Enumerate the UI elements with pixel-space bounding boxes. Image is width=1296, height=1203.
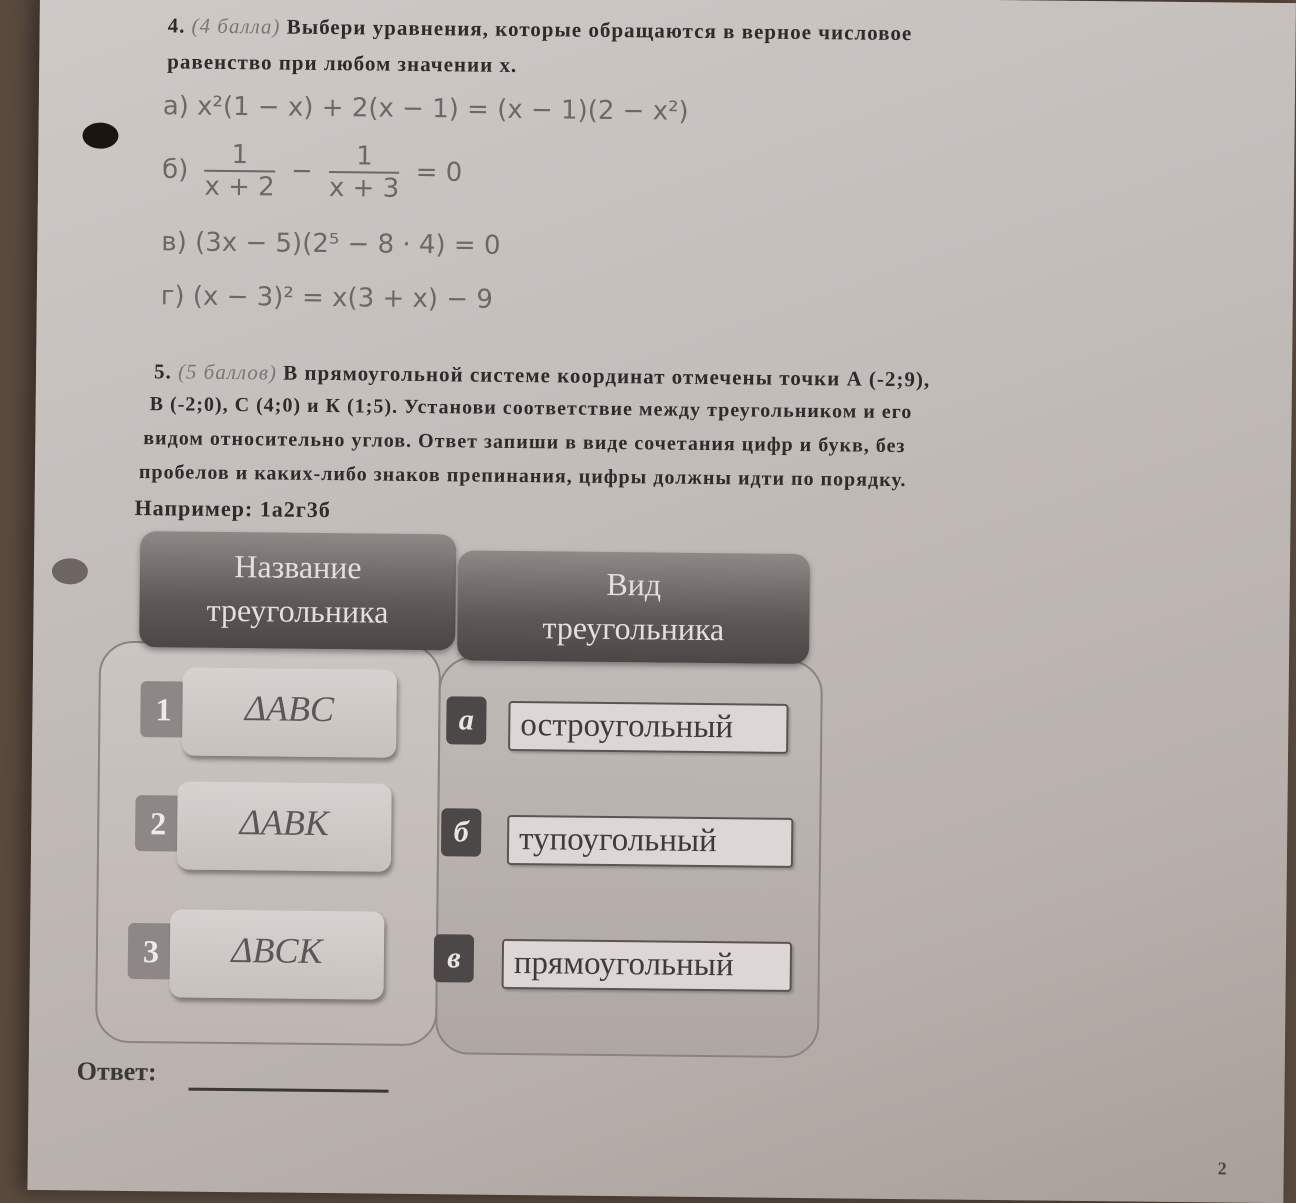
answer-input-line[interactable] [188,1088,388,1093]
left-header-line2: треугольника [206,591,389,630]
fraction-1-denominator: x + 2 [204,171,275,203]
left-column-header [139,531,456,650]
right-column-header [457,550,810,664]
triangle-number-2: 2 [135,795,182,851]
fraction-2-denominator: x + 3 [328,173,400,204]
task5-points: (5 баллов) [177,359,278,385]
triangle-card-1[interactable]: ΔABC [182,668,397,758]
left-header-line1: Название [234,548,362,586]
fraction-2-numerator: 1 [329,141,400,174]
punch-hole-bottom [52,558,88,584]
task4-number: 4. [167,13,186,38]
task5-text-1: В прямоугольной системе координат отмечены точки А (-2;9), [283,360,931,392]
kind-card-right[interactable]: прямоугольный [502,939,793,992]
task4-points: (4 балла) [191,13,281,39]
punch-hole-top [82,122,118,148]
kind-letter-v: в [434,934,475,982]
triangle-number-3: 3 [128,923,175,979]
task4-option-a: а) x²(1 − x) + 2(x − 1) = (x − 1)(2 − x²) [162,91,689,127]
task4-option-c: в) (3x − 5)(2⁵ − 8 · 4) = 0 [161,227,501,261]
worksheet-page [27,0,1295,1203]
fraction-1-numerator: 1 [205,140,276,173]
kind-letter-b: б [441,808,482,856]
task5-line4: пробелов и каких-либо знаков препинания, цифры должны идти по порядку. [138,461,907,492]
triangle-card-3[interactable]: ΔBCK [169,909,384,999]
right-header-line1: Вид [606,565,662,603]
task4-prompt-line2: равенство при любом значении x. [167,49,518,78]
task4-prompt-line1 [168,13,913,46]
task4-option-b [162,139,463,204]
task5-line1 [154,359,930,392]
fraction-1 [204,140,275,203]
triangle-number-1: 1 [140,681,187,737]
answer-label: Ответ: [76,1056,157,1087]
task5-line3: видом относительно углов. Ответ запиши в виде сочетания цифр и букв, без [143,427,906,458]
task5-example: Например: 1а2г3б [134,495,331,523]
option-b-label: б) [161,154,189,186]
kind-letter-a: а [446,696,487,744]
kind-card-acute[interactable]: остроугольный [508,701,789,754]
triangle-card-2[interactable]: ΔABK [177,781,392,871]
option-b-rhs: = 0 [415,157,463,188]
fraction-2 [329,141,400,204]
task5-line2: В (-2;0), С (4;0) и К (1;5). Установи соответствие между треугольником и его [149,393,913,424]
right-header-line2: треугольника [542,609,725,648]
minus-sign: − [290,156,314,187]
task4-prompt-text: Выбери уравнения, которые обращаются в верное числовое [286,14,913,46]
page-number: 2 [1217,1158,1227,1179]
kind-card-obtuse[interactable]: тупоугольный [507,815,794,868]
task5-number: 5. [153,359,172,384]
task4-option-d: г) (x − 3)² = x(3 + x) − 9 [160,281,494,315]
